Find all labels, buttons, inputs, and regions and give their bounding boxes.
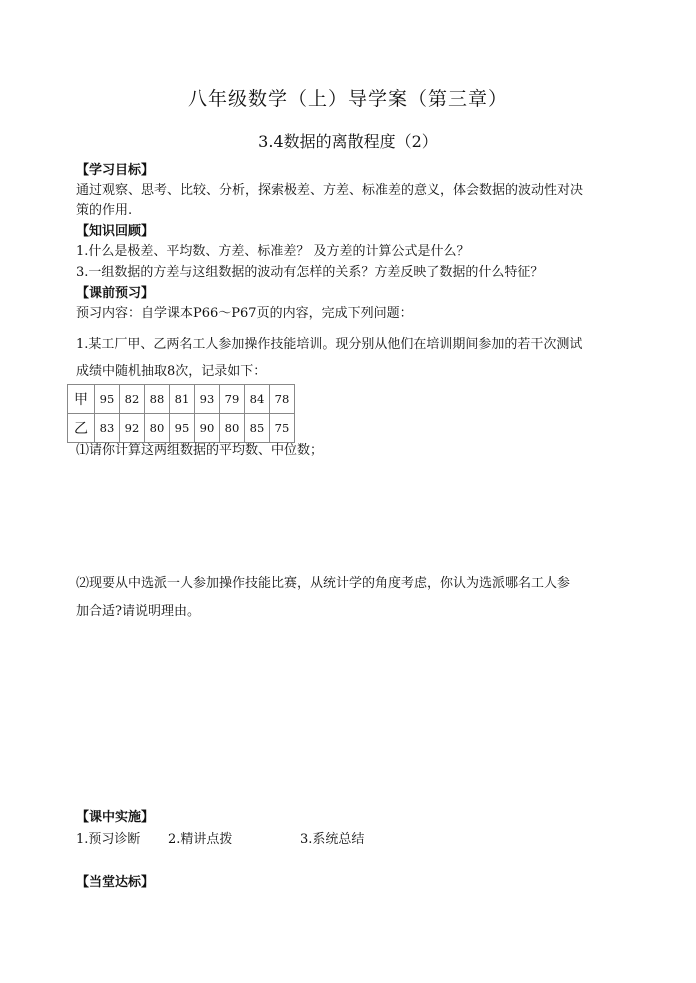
review-question-1: 1.什么是极差、平均数、方差、标准差？ 及方差的计算公式是什么？ (76, 244, 470, 259)
score-cell: 92 (120, 414, 145, 443)
sub-question-2-line1: ⑵现要从中选派一人参加操作技能比赛，从统计学的角度考虑，你认为选派哪名工人参 (76, 576, 571, 591)
table-row-yi (68, 414, 295, 443)
sub-question-2-line2: 加合适?请说明理由。 (76, 604, 200, 619)
goals-text-line1: 通过观察、思考、比较、分析，探索极差、方差、标准差的意义，体会数据的波动性对决 (76, 183, 584, 198)
score-cell: 80 (220, 414, 245, 443)
score-cell: 80 (145, 414, 170, 443)
lesson-subtitle: 3.4数据的离散程度（2） (258, 132, 438, 151)
row-label-jia: 甲 (68, 385, 95, 414)
standard-heading: 【当堂达标】 (76, 875, 155, 890)
class-step-1: 1.预习诊断 (76, 832, 141, 847)
problem1-line1: 1.某工厂甲、乙两名工人参加操作技能培训。现分别从他们在培训期间参加的若干次测试 (76, 337, 583, 352)
preview-content: 预习内容：自学课本P66～P67页的内容，完成下列问题： (76, 306, 413, 321)
score-cell: 78 (270, 385, 295, 414)
score-cell: 81 (170, 385, 195, 414)
score-cell: 95 (95, 385, 120, 414)
row-label-yi: 乙 (68, 414, 95, 443)
table-row-jia (68, 385, 295, 414)
goals-text-line2: 策的作用. (76, 203, 133, 218)
score-table (67, 384, 295, 443)
score-cell: 95 (170, 414, 195, 443)
score-cell: 88 (145, 385, 170, 414)
score-cell: 83 (95, 414, 120, 443)
class-step-3: 3.系统总结 (300, 832, 365, 847)
score-cell: 90 (195, 414, 220, 443)
score-cell: 85 (245, 414, 270, 443)
goals-heading: 【学习目标】 (76, 163, 155, 178)
score-cell: 75 (270, 414, 295, 443)
score-cell: 84 (245, 385, 270, 414)
class-step-2: 2.精讲点拨 (168, 832, 233, 847)
sub-question-1: ⑴请你计算这两组数据的平均数、中位数； (76, 443, 324, 458)
score-cell: 79 (220, 385, 245, 414)
score-cell: 93 (195, 385, 220, 414)
class-heading: 【课中实施】 (76, 810, 155, 825)
preview-heading: 【课前预习】 (76, 286, 155, 301)
review-heading: 【知识回顾】 (76, 224, 155, 239)
review-question-3: 3.一组数据的方差与这组数据的波动有怎样的关系？方差反映了数据的什么特征？ (76, 265, 544, 280)
score-cell: 82 (120, 385, 145, 414)
document-title: 八年级数学（上）导学案（第三章） (187, 88, 508, 110)
problem1-line2: 成绩中随机抽取8次，记录如下： (76, 364, 267, 379)
